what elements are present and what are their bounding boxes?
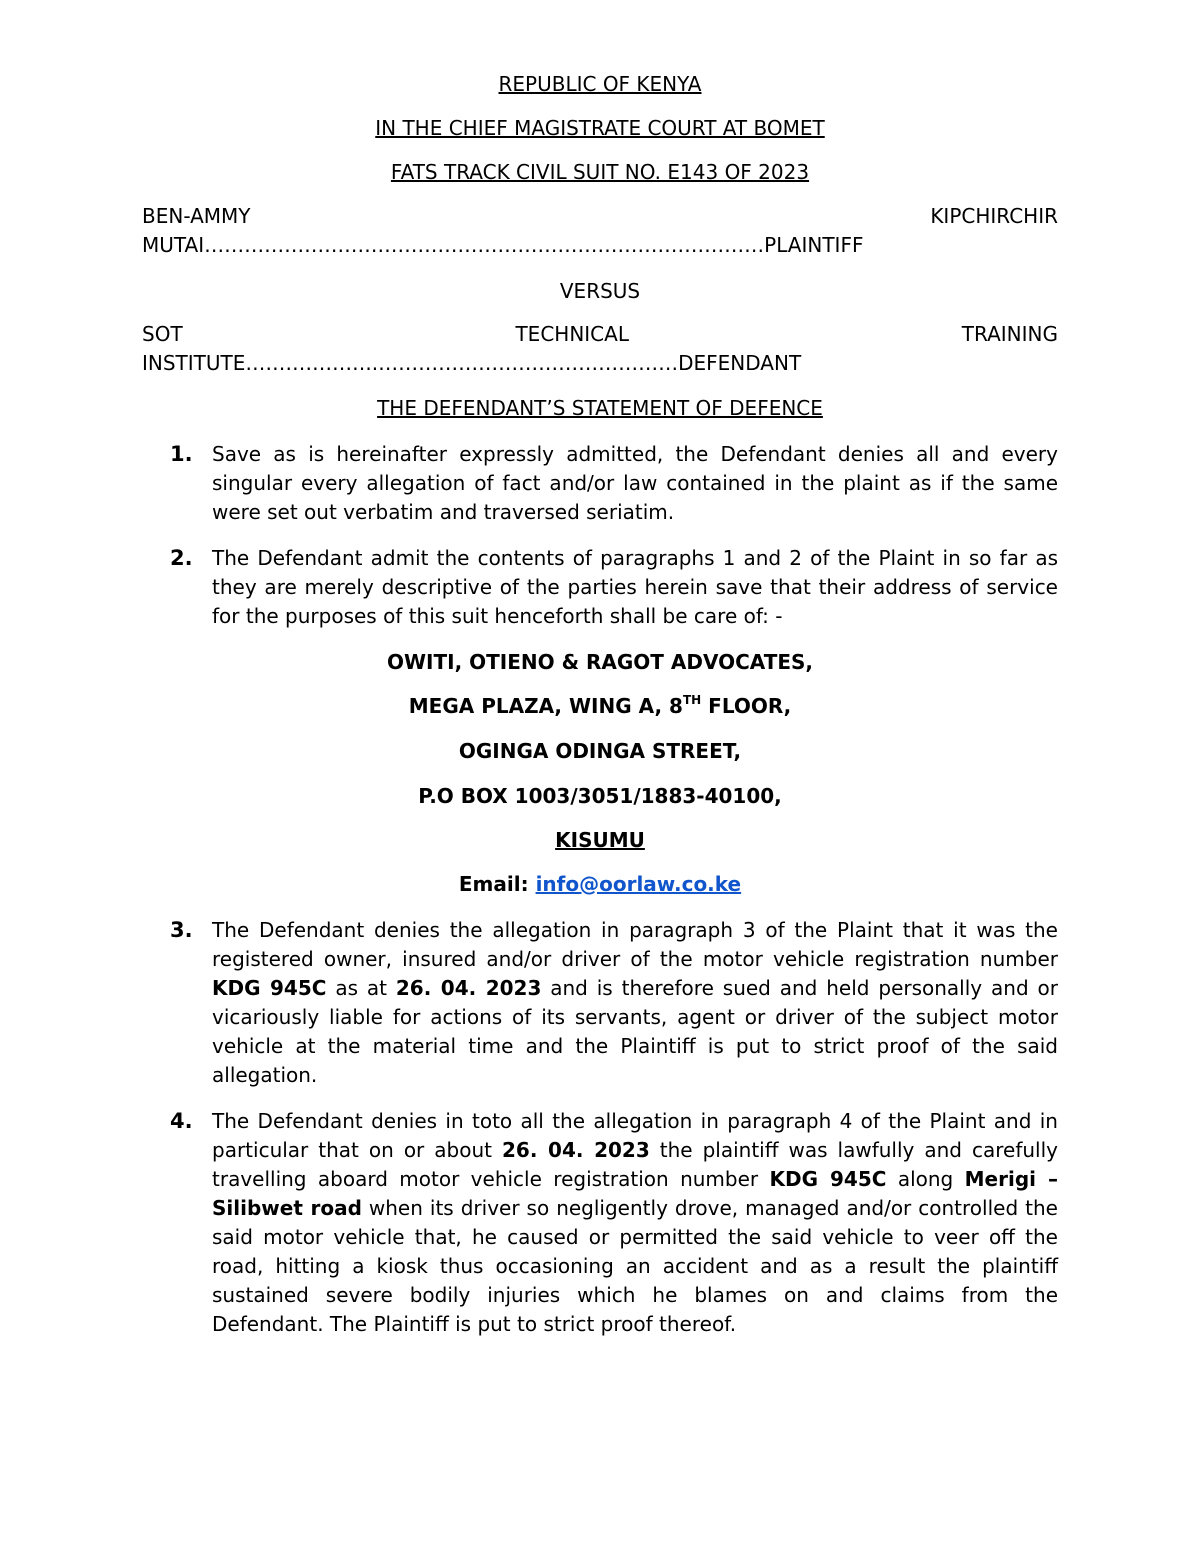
paragraph-text-part: along (886, 1167, 965, 1191)
paragraph-number: 3. (170, 918, 193, 942)
paragraph-text-part: when its driver so negligently drove, managed and/or controlled the said motor vehicle that, he caused or permitted the said vehicle to veer off the road, hitting a kiosk thus occasioning an accident and as a result the plaintiff sustained severe bodily injuries which he blames on and claims from the Defendant. The Plaintiff is put to strict proof thereof. (212, 1196, 1058, 1336)
defendant-name-word3: TRAINING (961, 322, 1058, 346)
road-name: Merigi – Silibwet road (212, 1167, 1059, 1220)
defendant-name-word1: SOT (142, 322, 183, 346)
document-title: THE DEFENDANT’S STATEMENT OF DEFENCE (377, 396, 823, 420)
vehicle-registration: KDG 945C (769, 1167, 887, 1191)
email-label: Email: (458, 872, 529, 896)
paragraph-4 (170, 1107, 1058, 1339)
plaintiff-dots: ………………………………………………………………………… (204, 233, 765, 257)
paragraph-text-part: The Defendant denies the allegation in paragraph 3 of the Plaint that it was the registered owner, insured and/or driver of the motor vehicle registration number (212, 918, 1058, 971)
court-name-heading: IN THE CHIEF MAGISTRATE COURT AT BOMET (375, 116, 825, 140)
address-street: OGINGA ODINGA STREET, (458, 739, 742, 763)
defendant-name-word4: INSTITUTE (142, 351, 246, 375)
defendant-role: DEFENDANT (678, 351, 802, 375)
floor-ordinal: TH (682, 693, 702, 707)
address-city: KISUMU (555, 828, 645, 852)
paragraph-number: 1. (170, 442, 193, 466)
paragraph-3 (170, 916, 1058, 1090)
address-building-text: MEGA PLAZA, WING A, 8 (408, 694, 683, 718)
plaintiff-name-second: KIPCHIRCHIR (930, 204, 1058, 228)
paragraph-text-part: the plaintiff was lawfully and carefully travelling aboard motor vehicle registration number (212, 1138, 1059, 1191)
suit-number-heading: FATS TRACK CIVIL SUIT NO. E143 OF 2023 (390, 160, 810, 184)
paragraph-2 (170, 544, 1058, 631)
accident-date: 26. 04. 2023 (502, 1138, 650, 1162)
plaintiff-name-last: MUTAI (142, 233, 205, 257)
address-building (0, 694, 1200, 718)
paragraph-text: Save as is hereinafter expressly admitted, the Defendant denies all and every singular every allegation of fact and/or law contained in the plaint as if the same were set out verbatim and traversed seriatim. (212, 442, 1058, 524)
defendant-block (142, 320, 1058, 378)
plaintiff-role: PLAINTIFF (764, 233, 864, 257)
paragraph-number: 4. (170, 1109, 193, 1133)
defendant-dots: ………………..……………………………………… (245, 351, 679, 375)
accident-date: 26. 04. 2023 (395, 976, 542, 1000)
paragraph-1 (170, 440, 1058, 527)
plaintiff-name-first: BEN-AMMY (142, 204, 251, 228)
vehicle-registration: KDG 945C (212, 976, 327, 1000)
email-link[interactable]: info@oorlaw.co.ke (535, 872, 742, 896)
paragraph-text-part: and is therefore sued and held personally and or vicariously liable for actions of its servants, agent or driver of the subject motor vehicle at the material time and the Plaintiff is put to strict proof of the said allegation. (212, 976, 1058, 1087)
address-firm: OWITI, OTIENO & RAGOT ADVOCATES, (386, 650, 814, 674)
paragraph-text: The Defendant admit the contents of paragraphs 1 and 2 of the Plaint in so far as they are merely descriptive of the parties herein save that their address of service for the purposes of this suit henceforth shall be care of: - (212, 546, 1058, 628)
court-country-heading: REPUBLIC OF KENYA (498, 72, 702, 96)
paragraph-text (212, 1107, 1058, 1339)
paragraph-text (212, 916, 1058, 1090)
address-floor-text: FLOOR, (701, 694, 792, 718)
paragraph-text-part: as at (326, 976, 396, 1000)
address-po-box: P.O BOX 1003/3051/1883-40100, (418, 784, 782, 808)
address-email-line (0, 872, 1200, 896)
paragraph-number: 2. (170, 546, 193, 570)
defendant-name-word2: TECHNICAL (515, 322, 629, 346)
plaintiff-block (142, 202, 1058, 260)
versus-label: VERSUS (559, 279, 641, 303)
paragraph-text-part: The Defendant denies in toto all the allegation in paragraph 4 of the Plaint and in particular that on or about (212, 1109, 1058, 1162)
